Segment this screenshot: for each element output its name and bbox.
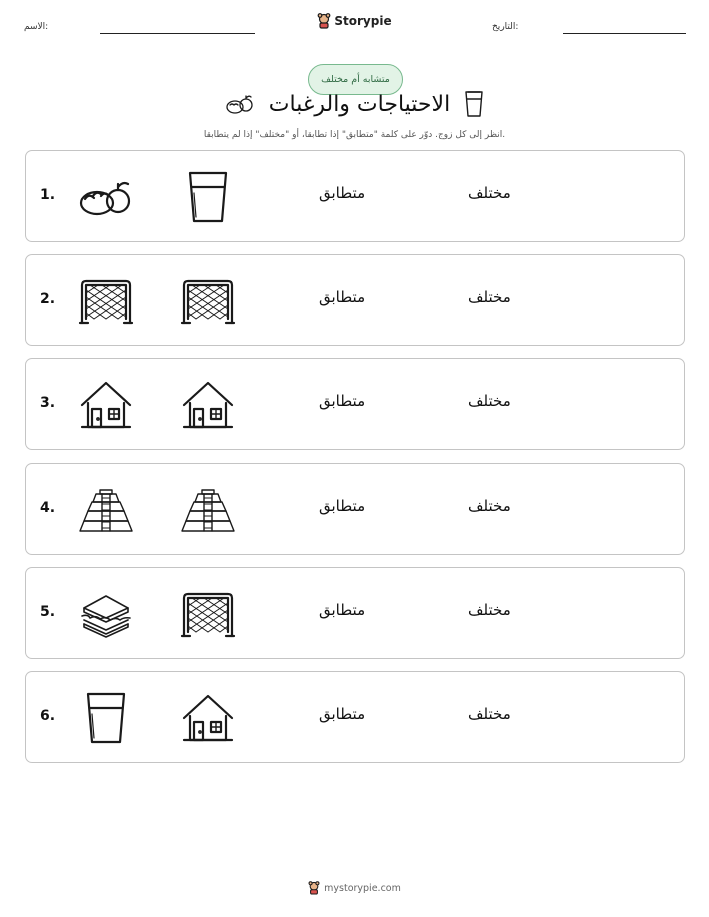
soccer-goal-icon — [180, 586, 236, 642]
name-line[interactable] — [100, 33, 255, 34]
bread-apple-icon — [225, 92, 255, 116]
option-same[interactable]: متطابق — [319, 184, 366, 202]
option-different[interactable]: مختلف — [468, 288, 511, 306]
pair-row — [25, 150, 685, 242]
storypie-mascot-icon — [317, 13, 331, 29]
water-glass-icon — [180, 169, 236, 225]
option-different[interactable]: مختلف — [468, 392, 511, 410]
house-icon — [180, 690, 236, 746]
page-title: الاحتياجات والرغبات — [268, 91, 451, 117]
pair-row — [25, 254, 685, 346]
row-number: 5. — [40, 604, 56, 620]
option-same[interactable]: متطابق — [319, 705, 366, 723]
title-row — [0, 90, 709, 118]
pair-row — [25, 567, 685, 659]
pair-row — [25, 463, 685, 555]
brand-logo — [0, 13, 709, 33]
date-line[interactable] — [563, 33, 686, 34]
worksheet-type-badge: متشابه أم مختلف — [308, 64, 403, 95]
row-number: 1. — [40, 187, 56, 203]
option-different[interactable]: مختلف — [468, 497, 511, 515]
row-number: 6. — [40, 708, 56, 724]
pair-row — [25, 671, 685, 763]
pyramid-icon — [78, 482, 134, 538]
option-same[interactable]: متطابق — [319, 497, 366, 515]
soccer-goal-icon — [180, 273, 236, 329]
brand-name: Storypie — [334, 14, 392, 28]
instructions: انظر إلى كل زوج. دوّر على كلمة "متطابق" إذا تطابقا، أو "مختلف" إذا لم يتطابقا. — [203, 130, 506, 140]
row-number: 4. — [40, 500, 56, 516]
row-number: 2. — [40, 291, 56, 307]
footer — [0, 880, 709, 899]
soccer-goal-icon — [78, 273, 134, 329]
name-label: الاسم: — [24, 22, 49, 32]
water-glass-icon — [464, 90, 484, 118]
bread-apple-icon — [78, 169, 134, 225]
option-same[interactable]: متطابق — [319, 392, 366, 410]
house-icon — [180, 377, 236, 433]
pyramid-icon — [180, 482, 236, 538]
option-different[interactable]: مختلف — [468, 705, 511, 723]
water-glass-icon — [78, 690, 134, 746]
footer-url[interactable]: mystorypie.com — [324, 882, 401, 894]
pair-row — [25, 358, 685, 450]
option-same[interactable]: متطابق — [319, 601, 366, 619]
date-label: التاريخ: — [492, 22, 519, 32]
house-icon — [78, 377, 134, 433]
storypie-mascot-icon — [308, 881, 320, 895]
option-different[interactable]: مختلف — [468, 601, 511, 619]
option-different[interactable]: مختلف — [468, 184, 511, 202]
row-number: 3. — [40, 395, 56, 411]
option-same[interactable]: متطابق — [319, 288, 366, 306]
sandwich-icon — [78, 586, 134, 642]
